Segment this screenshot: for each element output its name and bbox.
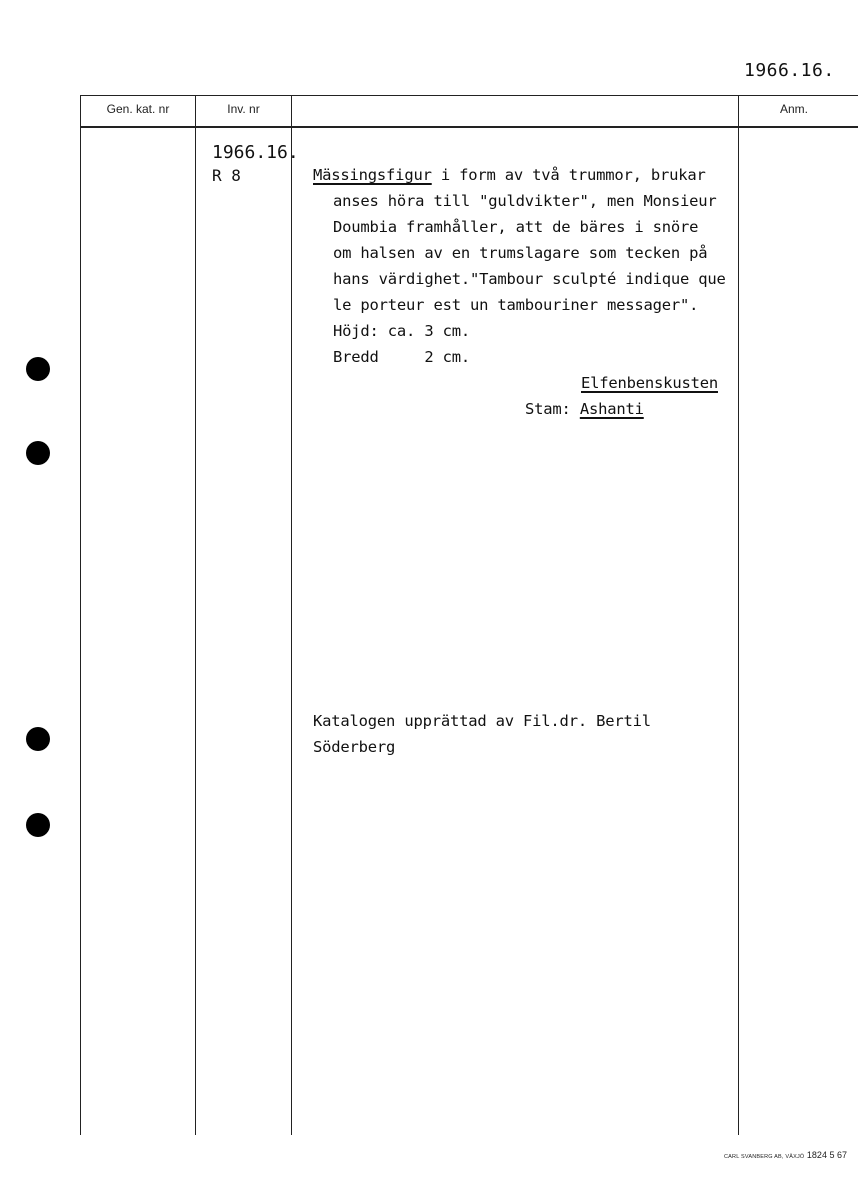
punch-hole-2 (26, 441, 50, 465)
width-measurement: Bredd 2 cm. (333, 348, 470, 366)
description-line-5: hans värdighet."Tambour sculpté indique que (333, 270, 726, 288)
column-divider-left (80, 95, 81, 1135)
column-divider-gen-inv (195, 95, 196, 1135)
region-name: Elfenbenskusten (581, 374, 718, 392)
column-header-anm: Anm. (779, 102, 808, 116)
description-line-1 (313, 166, 706, 184)
punch-hole-4 (26, 813, 50, 837)
description-line-1-rest: i form av två trummor, brukar (431, 166, 706, 184)
description-line-3: Doumbia framhåller, att de bäres i snöre (333, 218, 699, 236)
tribe-name: Ashanti (579, 400, 644, 418)
column-divider-inv-desc (291, 95, 292, 1135)
inventory-number: 1966.16. (212, 142, 299, 163)
cataloguer-line-2: Söderberg (313, 738, 396, 756)
printer-code: 1824 5 67 (806, 1150, 847, 1160)
cataloguer-line-1: Katalogen upprättad av Fil.dr. Bertil (313, 712, 651, 730)
punch-hole-1 (26, 357, 50, 381)
description-line-4: om halsen av en trumslagare som tecken på (333, 244, 708, 262)
header-bottom-rule (80, 126, 858, 128)
printer-name: CARL SVANBERG AB, VÄXJÖ (724, 1154, 805, 1160)
object-name: Mässingsfigur (313, 166, 432, 184)
printer-imprint (724, 1150, 847, 1160)
column-header-gen-kat-nr: Gen. kat. nr (106, 102, 170, 116)
description-line-2: anses höra till "guldvikter", men Monsieur (333, 192, 717, 210)
description-line-6: le porteur est un tambouriner messager". (333, 296, 699, 314)
tribe-line (525, 400, 644, 418)
header-top-rule (80, 95, 858, 96)
height-measurement: Höjd: ca. 3 cm. (333, 322, 470, 340)
punch-hole-3 (26, 727, 50, 751)
column-divider-desc-anm (738, 95, 739, 1135)
column-header-inv-nr: Inv. nr (227, 102, 260, 116)
document-number: 1966.16. (744, 60, 835, 81)
tribe-label: Stam: (525, 400, 571, 418)
inventory-mark: R 8 (212, 166, 241, 185)
